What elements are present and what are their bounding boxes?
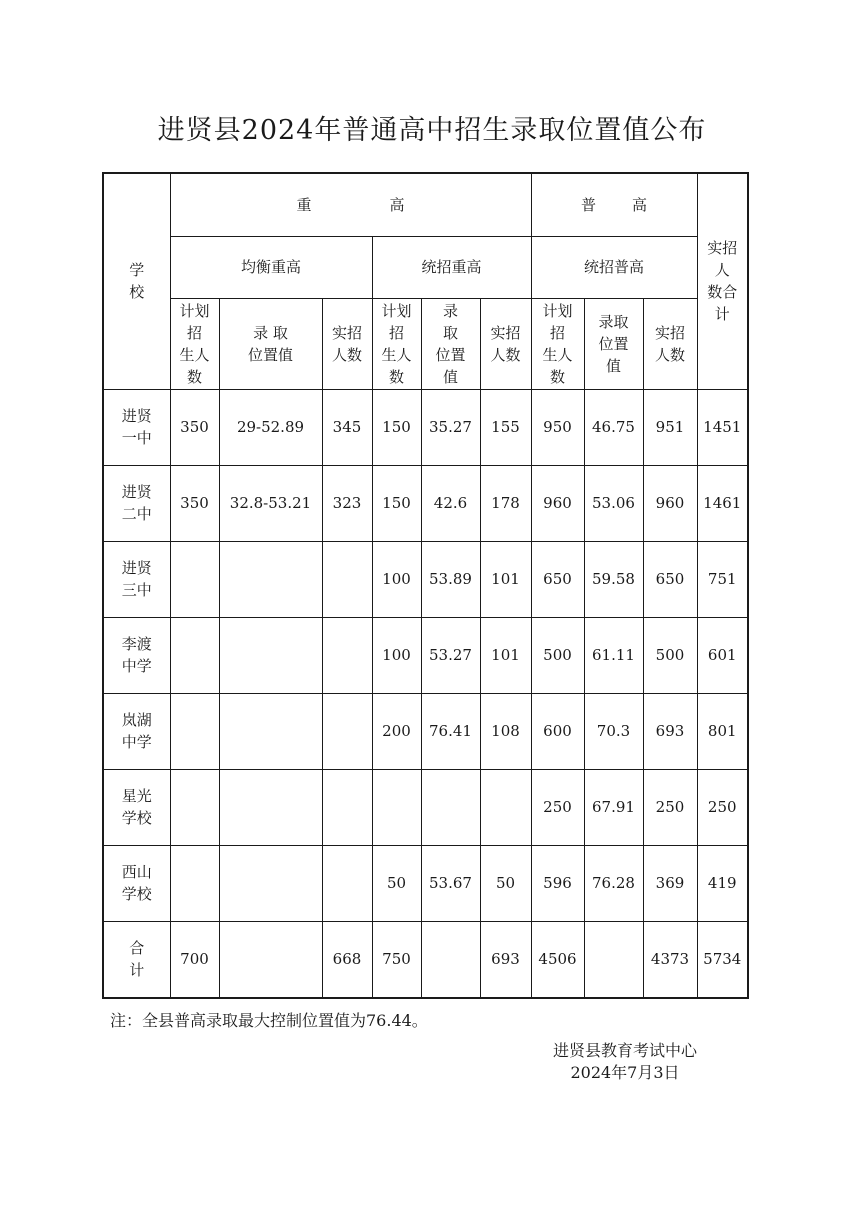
table-cell: 53.06	[584, 465, 643, 541]
table-cell: 100	[372, 541, 421, 617]
row-school: 进贤 三中	[103, 541, 170, 617]
table-cell: 178	[480, 465, 531, 541]
table-cell: 751	[697, 541, 748, 617]
table-cell	[372, 769, 421, 845]
group-tongzhao-zhonggao: 统招重高	[372, 236, 531, 298]
table-cell: 693	[480, 921, 531, 998]
table-cell: 32.8-53.21	[219, 465, 322, 541]
table-cell: 76.41	[421, 693, 480, 769]
table-cell	[584, 921, 643, 998]
header-zhonggao: 重高	[170, 173, 531, 236]
table-row	[103, 389, 748, 465]
table-cell: 950	[531, 389, 584, 465]
row-school: 岚湖 中学	[103, 693, 170, 769]
subheader-position: 录取 位置 值	[584, 298, 643, 389]
document-title: 进贤县2024年普通高中招生录取位置值公布	[157, 115, 707, 146]
table-cell: 369	[643, 845, 697, 921]
table-cell: 801	[697, 693, 748, 769]
table-cell: 350	[170, 389, 219, 465]
table-cell: 600	[531, 693, 584, 769]
footnote: 注：全县普高录取最大控制位置值为76.44。	[110, 1011, 428, 1030]
table-row	[103, 921, 748, 998]
row-school: 进贤 一中	[103, 389, 170, 465]
table-cell: 101	[480, 617, 531, 693]
group-balanced: 均衡重高	[170, 236, 372, 298]
table-row	[103, 693, 748, 769]
table-cell: 250	[531, 769, 584, 845]
table-cell: 70.3	[584, 693, 643, 769]
table-cell: 61.11	[584, 617, 643, 693]
table-row	[103, 465, 748, 541]
table-cell	[421, 769, 480, 845]
row-school: 西山 学校	[103, 845, 170, 921]
subheader-plan: 计划 招 生人 数	[531, 298, 584, 389]
table-cell: 419	[697, 845, 748, 921]
table-cell	[219, 845, 322, 921]
table-cell: 500	[643, 617, 697, 693]
table-cell	[421, 921, 480, 998]
subheader-plan: 计划 招 生人 数	[170, 298, 219, 389]
table-cell: 750	[372, 921, 421, 998]
header-total: 实招 人 数合 计	[697, 173, 748, 389]
table-cell: 150	[372, 389, 421, 465]
table-cell: 601	[697, 617, 748, 693]
table-cell: 53.27	[421, 617, 480, 693]
table-cell	[219, 921, 322, 998]
header-pugao: 普高	[531, 173, 697, 236]
table-cell: 250	[643, 769, 697, 845]
row-school: 合 计	[103, 921, 170, 998]
row-school: 李渡 中学	[103, 617, 170, 693]
group-tongzhao-pugao: 统招普高	[531, 236, 697, 298]
table-cell: 155	[480, 389, 531, 465]
table-cell: 1451	[697, 389, 748, 465]
table-cell: 250	[697, 769, 748, 845]
table-cell: 101	[480, 541, 531, 617]
table-cell: 29-52.89	[219, 389, 322, 465]
table-cell	[322, 769, 372, 845]
table-row	[103, 617, 748, 693]
table-cell	[170, 541, 219, 617]
table-cell: 200	[372, 693, 421, 769]
table-cell: 951	[643, 389, 697, 465]
row-school: 进贤 二中	[103, 465, 170, 541]
table-cell	[170, 693, 219, 769]
table-cell	[170, 769, 219, 845]
subheader-plan: 计划 招 生人 数	[372, 298, 421, 389]
header-school: 学 校	[103, 173, 170, 389]
table-cell: 596	[531, 845, 584, 921]
table-cell: 50	[372, 845, 421, 921]
table-row	[103, 769, 748, 845]
table-cell: 700	[170, 921, 219, 998]
table-cell: 500	[531, 617, 584, 693]
table-cell	[170, 617, 219, 693]
signature-block	[540, 1040, 710, 1084]
signature-date: 2024年7月3日	[570, 1063, 680, 1082]
table-cell: 668	[322, 921, 372, 998]
table-row	[103, 541, 748, 617]
table-cell: 150	[372, 465, 421, 541]
table-cell: 59.58	[584, 541, 643, 617]
admission-table	[102, 172, 749, 999]
table-cell	[322, 845, 372, 921]
table-cell: 53.67	[421, 845, 480, 921]
table-cell: 46.75	[584, 389, 643, 465]
table-cell: 960	[643, 465, 697, 541]
table-cell: 100	[372, 617, 421, 693]
table-cell: 693	[643, 693, 697, 769]
subheader-position: 录 取 位置值	[219, 298, 322, 389]
table-cell	[219, 617, 322, 693]
table-cell: 650	[531, 541, 584, 617]
signature-org: 进贤县教育考试中心	[552, 1041, 697, 1060]
table-cell	[322, 693, 372, 769]
table-cell	[219, 769, 322, 845]
table-cell: 650	[643, 541, 697, 617]
table-cell: 960	[531, 465, 584, 541]
subheader-actual: 实招 人数	[480, 298, 531, 389]
table-cell: 5734	[697, 921, 748, 998]
subheader-position: 录 取 位置 值	[421, 298, 480, 389]
table-cell: 350	[170, 465, 219, 541]
table-cell	[322, 541, 372, 617]
table-cell: 53.89	[421, 541, 480, 617]
row-school: 星光 学校	[103, 769, 170, 845]
table-cell: 323	[322, 465, 372, 541]
table-cell: 67.91	[584, 769, 643, 845]
table-cell: 108	[480, 693, 531, 769]
table-cell: 35.27	[421, 389, 480, 465]
table-cell: 76.28	[584, 845, 643, 921]
table-cell	[480, 769, 531, 845]
table-cell: 50	[480, 845, 531, 921]
table-cell	[322, 617, 372, 693]
table-cell: 4506	[531, 921, 584, 998]
table-cell: 4373	[643, 921, 697, 998]
subheader-actual: 实招 人数	[322, 298, 372, 389]
table-cell: 1461	[697, 465, 748, 541]
subheader-actual: 实招 人数	[643, 298, 697, 389]
table-cell: 345	[322, 389, 372, 465]
table-cell	[170, 845, 219, 921]
table-cell	[219, 541, 322, 617]
table-row	[103, 845, 748, 921]
table-cell: 42.6	[421, 465, 480, 541]
table-cell	[219, 693, 322, 769]
